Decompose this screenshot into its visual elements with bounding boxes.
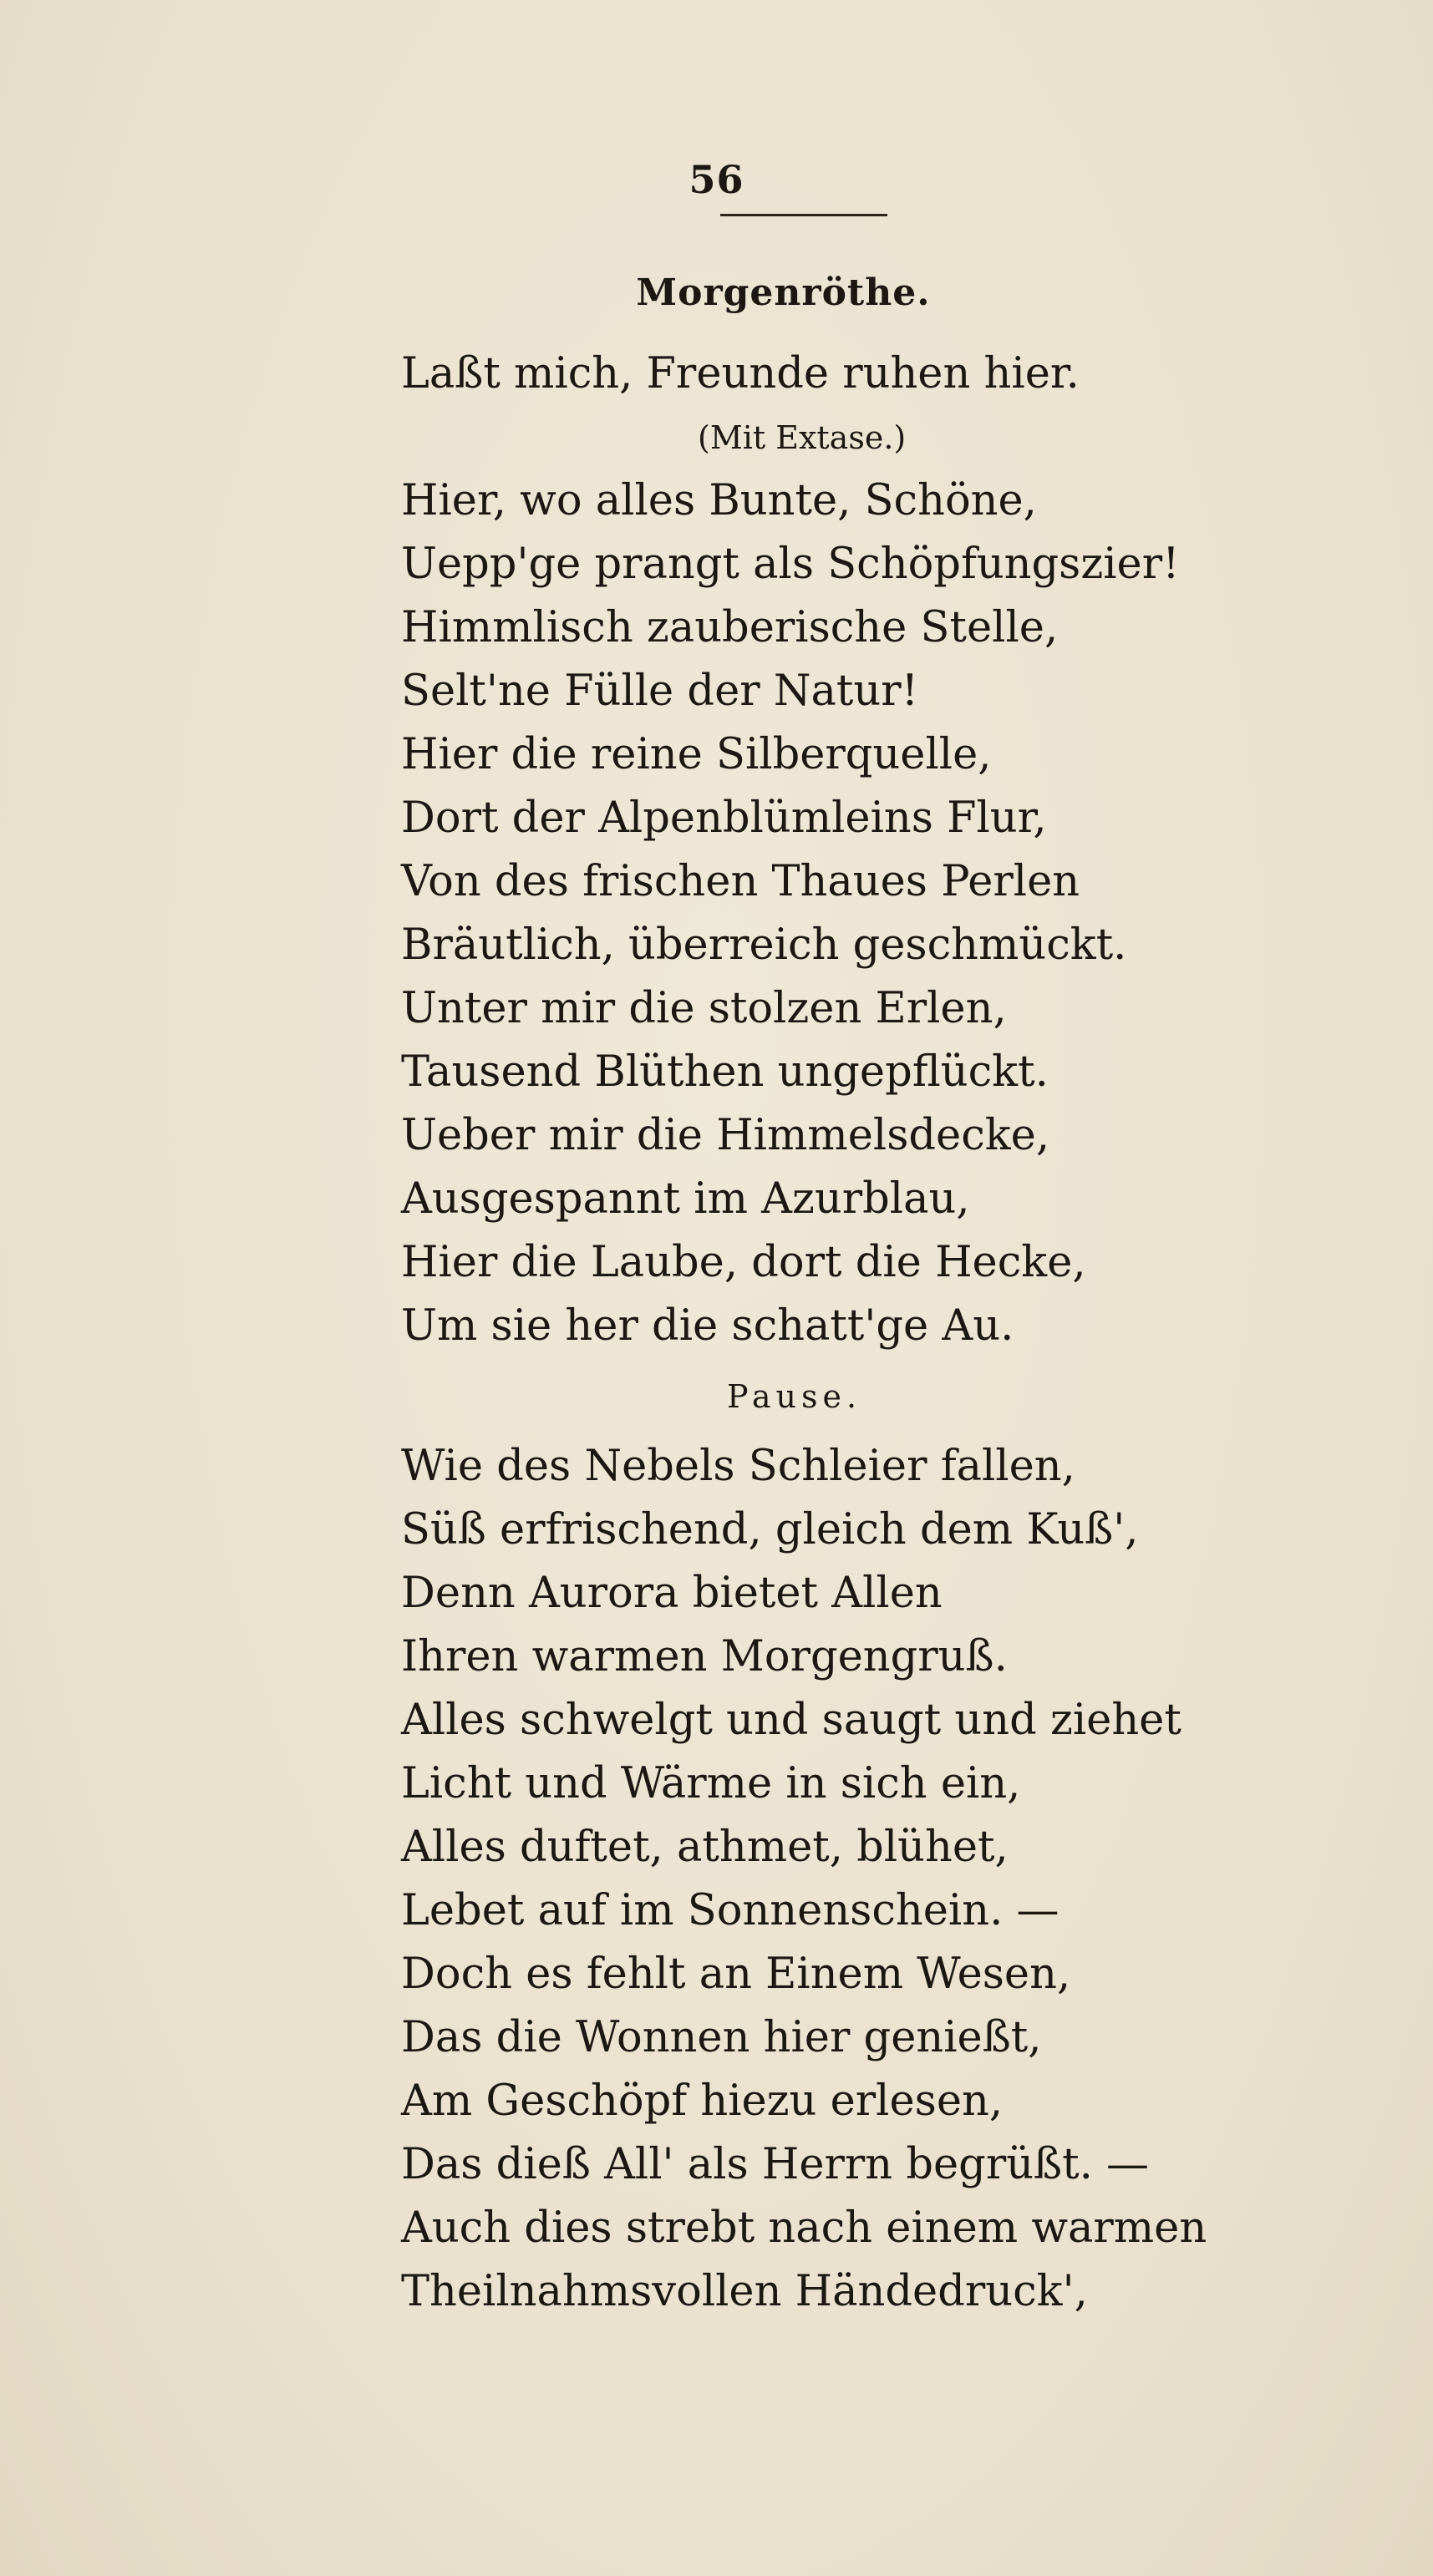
poem-text [401, 342, 1404, 2324]
poem-line: Hier, wo alles Bunte, Schöne, [401, 476, 1037, 525]
poem-line: Von des frischen Thaues Perlen [401, 857, 1080, 906]
poem-line: Ausgespannt im Azurblau, [401, 1174, 970, 1224]
page-number: 56 [689, 157, 744, 202]
stage-direction: (Mit Extase.) [698, 419, 907, 456]
poem-line: Ihren warmen Morgengruß. [401, 1632, 1008, 1681]
poem-line: Das dieß All' als Herrn begrüßt. — [401, 2140, 1150, 2189]
poem-line: Um sie her die schatt'ge Au. [401, 1301, 1014, 1351]
poem-line: Süß erfrischend, gleich dem Kuß', [401, 1505, 1139, 1554]
poem-line: Lebet auf im Sonnenschein. — [401, 1886, 1060, 1935]
poem-line: Hier die reine Silberquelle, [401, 730, 992, 779]
page-number-rule [720, 214, 887, 216]
poem-title: Morgenröthe. [636, 271, 931, 314]
poem-line: Auch dies strebt nach einem warmen [401, 2203, 1207, 2253]
poem-line: Ueber mir die Himmelsdecke, [401, 1111, 1050, 1160]
poem-line: Das die Wonnen hier genießt, [401, 2013, 1042, 2062]
poem-line: Wie des Nebels Schleier fallen, [401, 1442, 1075, 1491]
poem-line: Uepp'ge prangt als Schöpfungszier! [401, 540, 1180, 589]
poem-line: Unter mir die stolzen Erlen, [401, 984, 1007, 1033]
poem-line: Alles duftet, athmet, blühet, [401, 1823, 1009, 1872]
poem-line: Am Geschöpf hiezu erlesen, [401, 2077, 1004, 2126]
poem-line: Laßt mich, Freunde ruhen hier. [401, 349, 1080, 398]
poem-line: Tausend Blüthen ungepflückt. [401, 1047, 1049, 1097]
poem-line: Licht und Wärme in sich ein, [401, 1759, 1021, 1808]
poem-line: Theilnahmsvollen Händedruck', [401, 2267, 1088, 2316]
poem-line: Denn Aurora bietet Allen [401, 1569, 943, 1618]
poem-line: Selt'ne Fülle der Natur! [401, 667, 919, 716]
poem-line: Himmlisch zauberische Stelle, [401, 603, 1059, 652]
poem-line: Doch es fehlt an Einem Wesen, [401, 1950, 1071, 1999]
stage-direction-pause: Pause. [727, 1378, 862, 1415]
poem-line: Dort der Alpenblümleins Flur, [401, 794, 1047, 843]
poem-line: Alles schwelgt und saugt und ziehet [401, 1696, 1181, 1745]
poem-line: Bräutlich, überreich geschmückt. [401, 920, 1127, 970]
poem-line: Hier die Laube, dort die Hecke, [401, 1238, 1086, 1287]
